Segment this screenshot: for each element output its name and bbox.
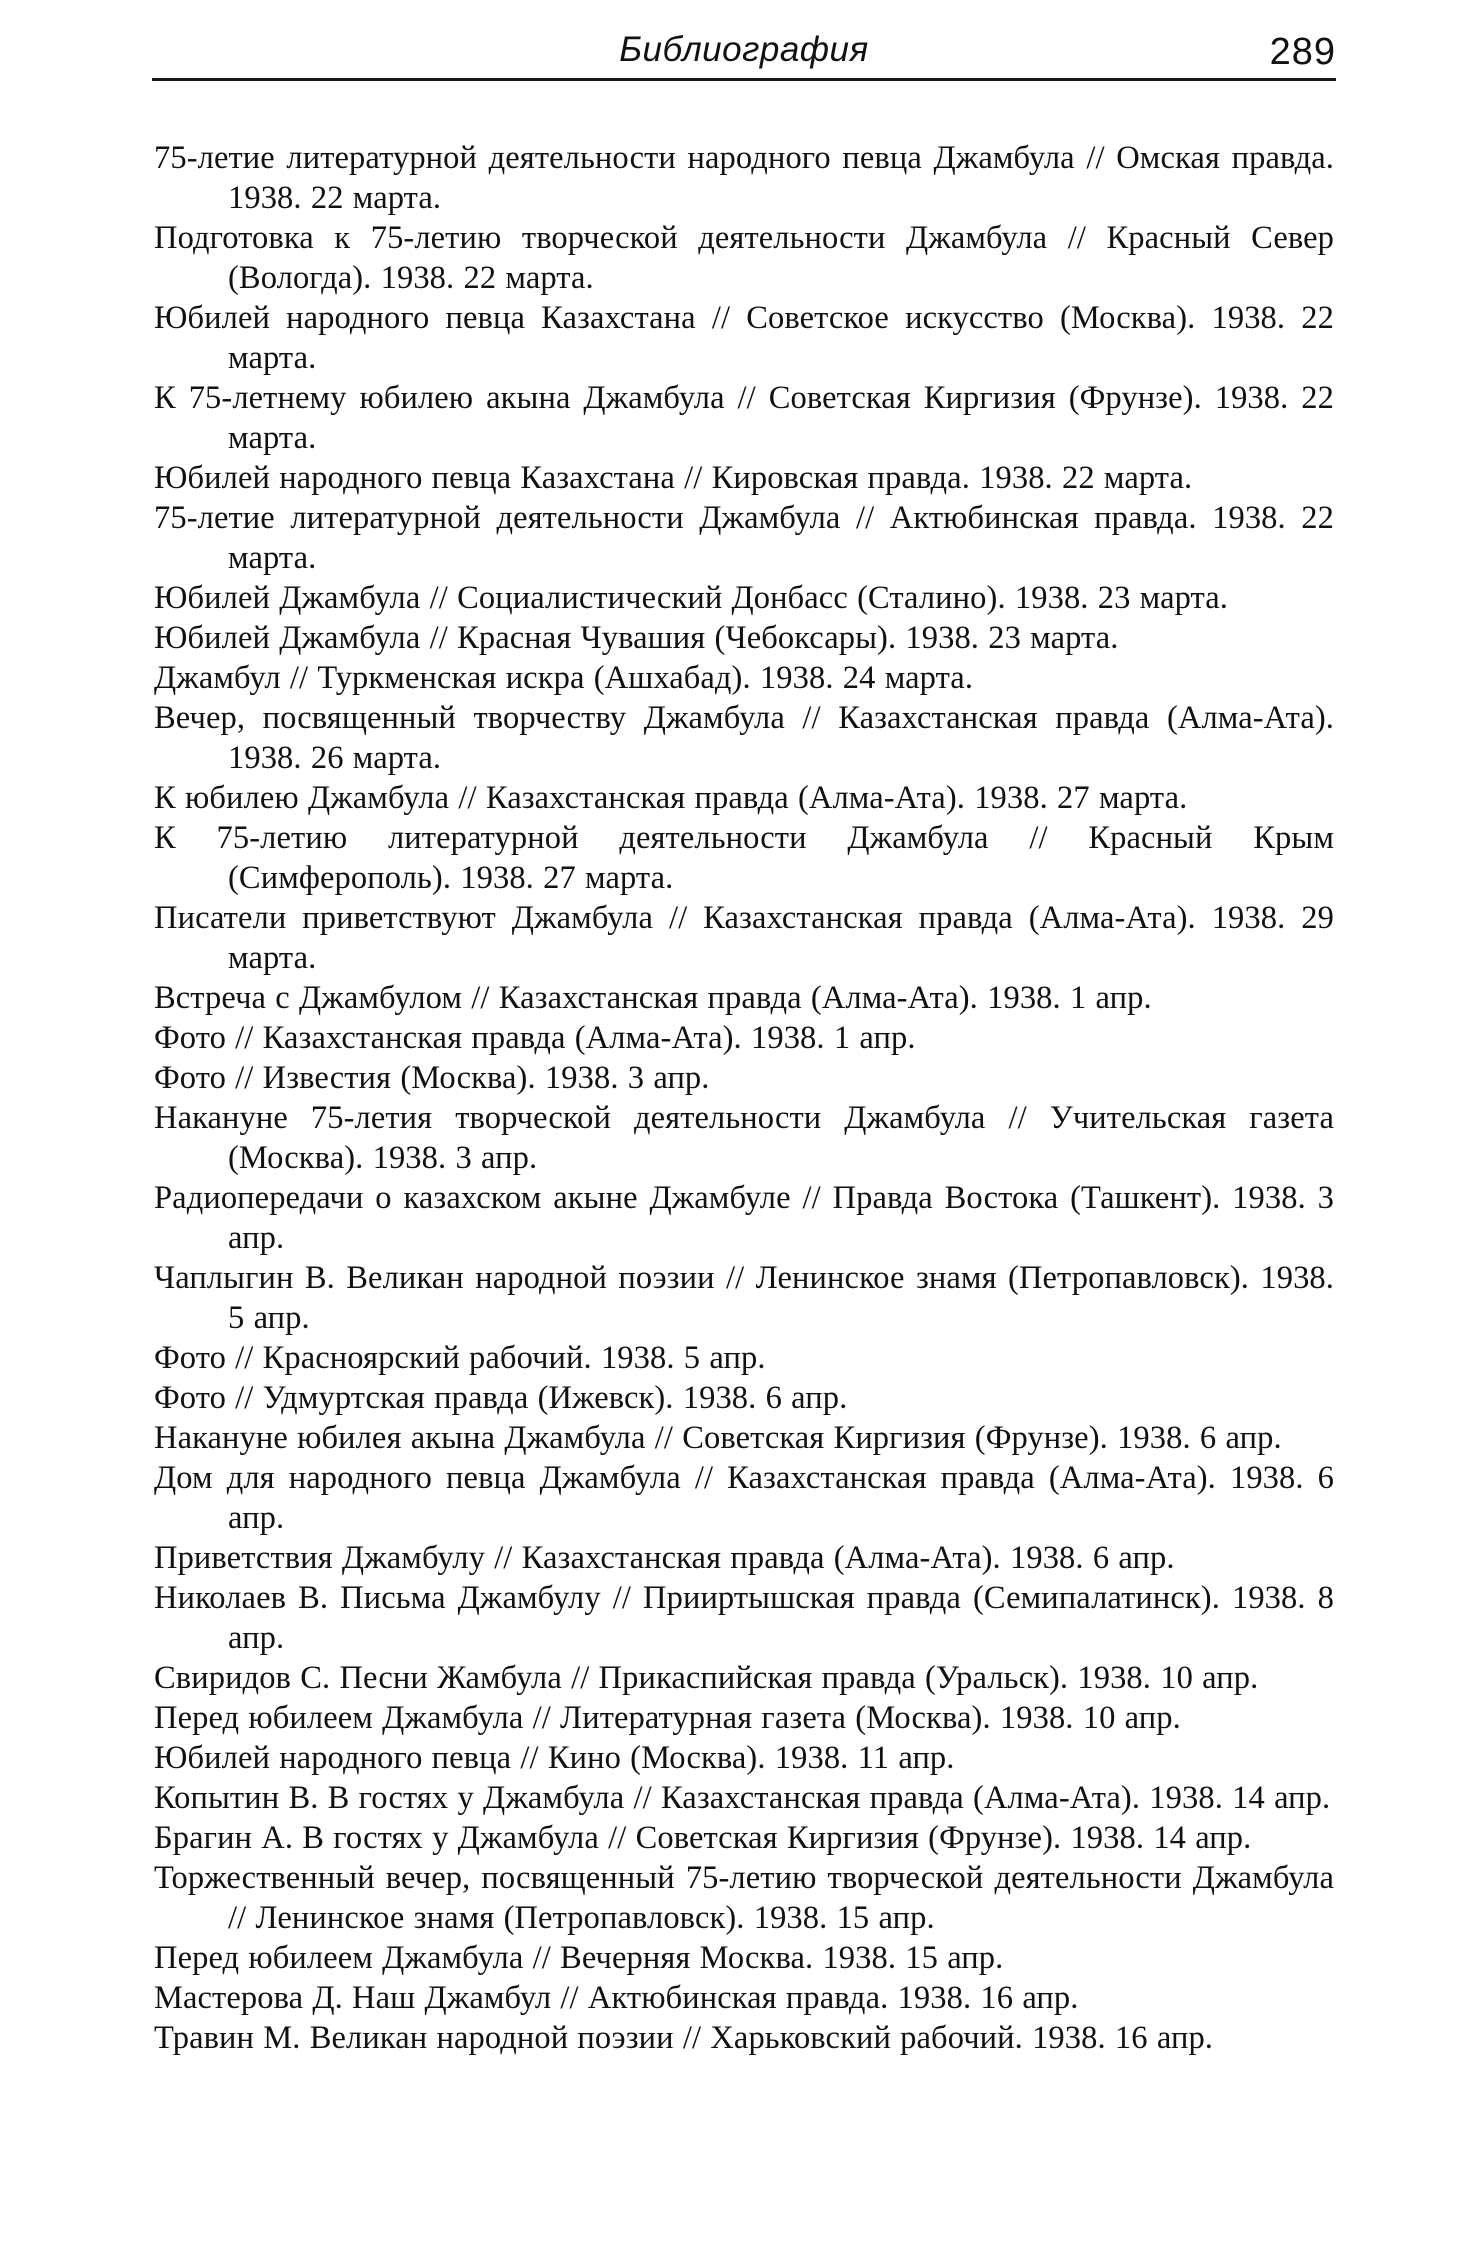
bibliography-entry: Накануне юбилея акына Джамбула // Советская Киргизия (Фрунзе). 1938. 6 апр. <box>154 1420 1282 1456</box>
bibliography-entry: Фото // Казахстанская правда (Алма-Ата). 1938. 1 апр. <box>154 1020 916 1056</box>
running-header <box>152 22 1336 81</box>
bibliography-entry: Юбилей народного певца Казахстана // Советское искусство (Москва). 1938. 22 марта. <box>154 300 1334 376</box>
bibliography-entry: Вечер, посвященный творчеству Джамбула // Казахстанская правда (Алма-Ата). 1938. 26 марта. <box>154 700 1334 776</box>
bibliography-entry: Накануне 75-летия творческой деятельности Джамбула // Учительская газета (Москва). 1938. 3 апр. <box>154 1100 1334 1176</box>
bibliography-entry: Торжественный вечер, посвященный 75-летию творческой деятельности Джамбула // Ленинское знамя (Петропавловск). 1938. 15 апр. <box>154 1860 1334 1936</box>
bibliography-entry: Фото // Известия (Москва). 1938. 3 апр. <box>154 1060 710 1096</box>
bibliography-list <box>154 138 1334 2058</box>
bibliography-entry: Чаплыгин В. Великан народной поэзии // Ленинское знамя (Петропавловск). 1938. 5 апр. <box>154 1260 1334 1336</box>
bibliography-entry: Фото // Удмуртская правда (Ижевск). 1938. 6 апр. <box>154 1380 848 1416</box>
bibliography-entry: Юбилей Джамбула // Социалистический Донбасс (Сталино). 1938. 23 марта. <box>154 580 1229 616</box>
bibliography-entry: Перед юбилеем Джамбула // Вечерняя Москва. 1938. 15 апр. <box>154 1940 1004 1976</box>
bibliography-entry: Фото // Красноярский рабочий. 1938. 5 апр. <box>154 1340 766 1376</box>
bibliography-entry: Радиопередачи о казахском акыне Джамбуле // Правда Востока (Ташкент). 1938. 3 апр. <box>154 1180 1334 1256</box>
bibliography-entry: Копытин В. В гостях у Джамбула // Казахстанская правда (Алма-Ата). 1938. 14 апр. <box>154 1780 1331 1816</box>
running-header-title: Библиография <box>619 30 869 69</box>
bibliography-entry: Встреча с Джамбулом // Казахстанская правда (Алма-Ата). 1938. 1 апр. <box>154 980 1152 1016</box>
bibliography-entry: Приветствия Джамбулу // Казахстанская правда (Алма-Ата). 1938. 6 апр. <box>154 1540 1175 1576</box>
bibliography-entry: 75-летие литературной деятельности Джамбула // Актюбинская правда. 1938. 22 марта. <box>154 500 1334 576</box>
bibliography-entry: К 75-летнему юбилею акына Джамбула // Советская Киргизия (Фрунзе). 1938. 22 марта. <box>154 380 1334 456</box>
bibliography-entry: Писатели приветствуют Джамбула // Казахстанская правда (Алма-Ата). 1938. 29 марта. <box>154 900 1334 976</box>
bibliography-entry: 75-летие литературной деятельности народного певца Джамбула // Омская правда. 1938. 22 марта. <box>154 140 1334 216</box>
bibliography-entry: Юбилей народного певца // Кино (Москва). 1938. 11 апр. <box>154 1740 955 1776</box>
bibliography-entry: Юбилей Джамбула // Красная Чувашия (Чебоксары). 1938. 23 марта. <box>154 620 1119 656</box>
bibliography-entry: Перед юбилеем Джамбула // Литературная газета (Москва). 1938. 10 апр. <box>154 1700 1181 1736</box>
bibliography-entry: Брагин А. В гостях у Джамбула // Советская Киргизия (Фрунзе). 1938. 14 апр. <box>154 1820 1252 1856</box>
bibliography-entry: Юбилей народного певца Казахстана // Кировская правда. 1938. 22 марта. <box>154 460 1193 496</box>
bibliography-entry: Свиридов С. Песни Жамбула // Прикаспийская правда (Уральск). 1938. 10 апр. <box>154 1660 1259 1696</box>
bibliography-entry: Дом для народного певца Джамбула // Казахстанская правда (Алма-Ата). 1938. 6 апр. <box>154 1460 1334 1536</box>
bibliography-entry: Джамбул // Туркменская искра (Ашхабад). 1938. 24 марта. <box>154 660 974 696</box>
bibliography-entry: Мастерова Д. Наш Джамбул // Актюбинская правда. 1938. 16 апр. <box>154 1980 1079 2016</box>
bibliography-entry: К юбилею Джамбула // Казахстанская правда (Алма-Ата). 1938. 27 марта. <box>154 780 1188 816</box>
bibliography-entry: Травин М. Великан народной поэзии // Харьковский рабочий. 1938. 16 апр. <box>154 2020 1214 2056</box>
bibliography-entry: Николаев В. Письма Джамбулу // Прииртышская правда (Семипалатинск). 1938. 8 апр. <box>154 1580 1334 1656</box>
bibliography-entry: К 75-летию литературной деятельности Джамбула // Красный Крым (Симферополь). 1938. 27 марта. <box>154 820 1334 896</box>
bibliography-entry: Подготовка к 75-летию творческой деятельности Джамбула // Красный Север (Вологда). 1938. 22 марта. <box>154 220 1334 296</box>
page-number: 289 <box>1269 31 1336 73</box>
